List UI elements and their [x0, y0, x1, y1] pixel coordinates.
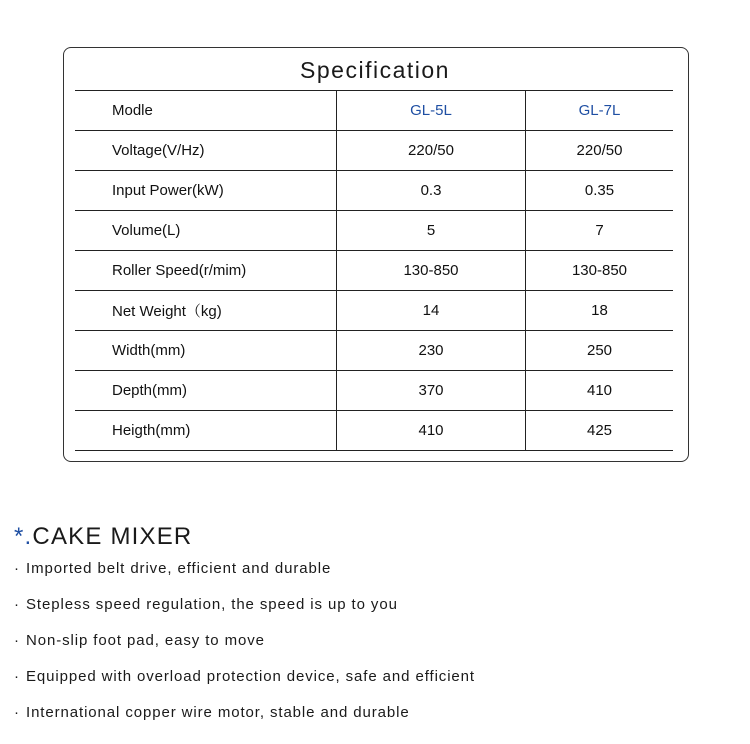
- feature-text: International copper wire motor, stable and durable: [26, 704, 410, 721]
- list-item: [14, 630, 475, 666]
- section-heading: [14, 522, 192, 552]
- header-label: Modle: [75, 91, 337, 131]
- bullet-dot: ·: [14, 596, 20, 613]
- row-value-gl-5l: 410: [337, 411, 526, 451]
- row-label: Roller Speed(r/mim): [75, 251, 337, 291]
- row-value-gl-5l: 0.3: [337, 171, 526, 211]
- row-value-gl-7l: 130-850: [526, 251, 674, 291]
- bullet-dot: ·: [14, 704, 20, 721]
- row-value-gl-5l: 130-850: [337, 251, 526, 291]
- list-item: [14, 558, 475, 594]
- feature-list: [14, 558, 475, 738]
- feature-text: Imported belt drive, efficient and durable: [26, 560, 332, 577]
- row-label: Net Weight（kg): [75, 291, 337, 331]
- list-item: [14, 666, 475, 702]
- feature-text: Equipped with overload protection device, safe and efficient: [26, 668, 475, 685]
- bullet-dot: ·: [14, 560, 20, 577]
- row-value-gl-7l: 410: [526, 371, 674, 411]
- row-value-gl-7l: 250: [526, 331, 674, 371]
- row-value-gl-5l: 370: [337, 371, 526, 411]
- table-row: [75, 171, 673, 211]
- row-value-gl-7l: 18: [526, 291, 674, 331]
- spec-table: [75, 90, 673, 451]
- row-value-gl-7l: 220/50: [526, 131, 674, 171]
- spec-title: Specification: [300, 57, 450, 83]
- table-row: [75, 291, 673, 331]
- feature-text: Stepless speed regulation, the speed is up to you: [26, 596, 398, 613]
- row-value-gl-7l: 425: [526, 411, 674, 451]
- row-label: Depth(mm): [75, 371, 337, 411]
- row-label: Heigth(mm): [75, 411, 337, 451]
- row-value-gl-5l: 220/50: [337, 131, 526, 171]
- table-row: [75, 251, 673, 291]
- model-gl-5l: GL-5L: [337, 91, 526, 131]
- table-row: [75, 211, 673, 251]
- row-value-gl-7l: 0.35: [526, 171, 674, 211]
- heading-text: CAKE MIXER: [32, 523, 193, 550]
- row-label: Voltage(V/Hz): [75, 131, 337, 171]
- row-label: Width(mm): [75, 331, 337, 371]
- list-item: [14, 594, 475, 630]
- row-value-gl-5l: 5: [337, 211, 526, 251]
- model-gl-7l: GL-7L: [526, 91, 674, 131]
- table-row: [75, 331, 673, 371]
- list-item: [14, 702, 475, 738]
- heading-marker: *.: [14, 523, 33, 550]
- table-row: [75, 411, 673, 451]
- table-row: [75, 371, 673, 411]
- row-value-gl-5l: 230: [337, 331, 526, 371]
- bullet-dot: ·: [14, 668, 20, 685]
- row-value-gl-5l: 14: [337, 291, 526, 331]
- table-header-row: [75, 91, 673, 131]
- row-label: Input Power(kW): [75, 171, 337, 211]
- bullet-dot: ·: [14, 632, 20, 649]
- row-label: Volume(L): [75, 211, 337, 251]
- feature-text: Non-slip foot pad, easy to move: [26, 632, 265, 649]
- table-row: [75, 131, 673, 171]
- row-value-gl-7l: 7: [526, 211, 674, 251]
